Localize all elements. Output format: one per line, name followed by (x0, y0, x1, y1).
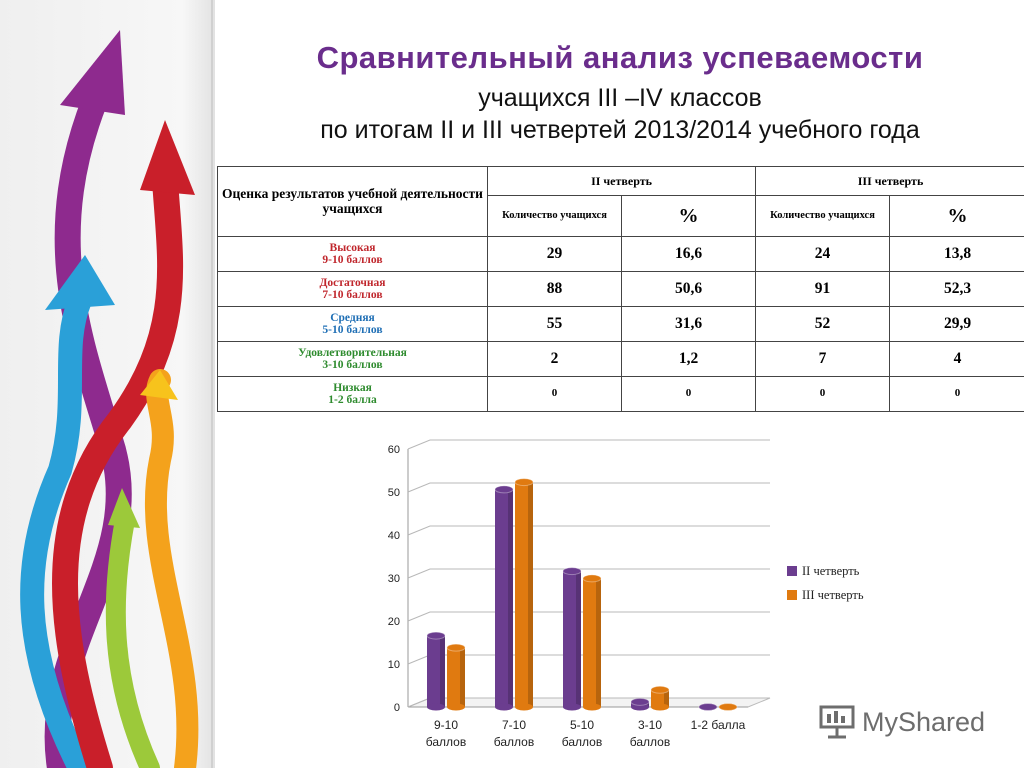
category-range: 1-2 балла (328, 394, 377, 406)
header-q3: III четверть (756, 167, 1024, 196)
chart-bar-shade (460, 648, 465, 707)
x-tick-label: баллов (561, 735, 603, 749)
chart-bar-base (515, 704, 533, 711)
x-tick-label: 5-10 (569, 718, 595, 732)
category-cell (218, 377, 488, 412)
q2-count-cell: 55 (488, 307, 622, 342)
chart-gridline (408, 440, 770, 449)
chart-bar-shade (528, 482, 533, 707)
q3-count-cell: 24 (756, 237, 890, 272)
legend-swatch (787, 566, 797, 576)
chart-bar-base (651, 704, 669, 711)
x-tick-label: баллов (425, 735, 467, 749)
decorative-arrows-panel (0, 0, 215, 768)
q2-count-cell: 0 (488, 377, 622, 412)
page-title: Сравнительный анализ успеваемости (316, 40, 924, 75)
table-row (218, 307, 1024, 342)
subtitle-line-1: учащихся III –IV классов (478, 84, 762, 112)
table-row (218, 377, 1024, 412)
y-tick-label: 0 (393, 702, 400, 714)
category-range: 3-10 баллов (322, 359, 383, 371)
q2-pct-cell: 31,6 (622, 307, 756, 342)
chart-bar-base (583, 704, 601, 711)
category-name: Удовлетворительная (298, 346, 407, 359)
chart-gridline (408, 483, 770, 492)
x-tick-label: 7-10 (501, 718, 527, 732)
q3-count-cell: 52 (756, 307, 890, 342)
q2-count-cell: 29 (488, 237, 622, 272)
results-table (217, 166, 1024, 412)
q3-pct-cell: 13,8 (890, 237, 1024, 272)
chart-bar-base (563, 704, 581, 711)
category-cell (218, 237, 488, 272)
q3-pct-cell: 29,9 (890, 307, 1024, 342)
category-range: 7-10 баллов (322, 289, 383, 301)
category-name: Достаточная (319, 276, 386, 289)
q2-pct-cell: 50,6 (622, 272, 756, 307)
category-name: Средняя (330, 311, 375, 324)
chart-bar-base (427, 704, 445, 711)
y-tick-label: 40 (387, 530, 400, 542)
x-tick-label: баллов (493, 735, 535, 749)
y-tick-label: 60 (387, 444, 400, 456)
legend-label: III четверть (802, 588, 864, 602)
chart-bar-base (495, 704, 513, 711)
y-tick-label: 10 (387, 659, 400, 671)
watermark (818, 700, 988, 744)
q2-count-cell: 88 (488, 272, 622, 307)
table-row (218, 237, 1024, 272)
x-tick-label: баллов (629, 735, 671, 749)
chart-bar-shade (576, 571, 581, 707)
category-range: 9-10 баллов (322, 254, 383, 266)
category-range: 5-10 баллов (322, 324, 383, 336)
q2-pct-cell: 16,6 (622, 237, 756, 272)
chart-bar-top (427, 632, 445, 639)
category-cell (218, 307, 488, 342)
chart-bar-top (495, 486, 513, 493)
chart-bar-top (563, 568, 581, 575)
header-q2: II четверть (488, 167, 756, 196)
chart-bar-top (719, 704, 737, 711)
table-row (218, 342, 1024, 377)
chart-bar-top (583, 575, 601, 582)
header-q3-percent: % (890, 196, 1024, 237)
q3-pct-cell: 4 (890, 342, 1024, 377)
decorative-arrows-graphic (0, 0, 215, 768)
chart-bar-top (515, 479, 533, 486)
mysh-chalkboard-icon (818, 704, 856, 740)
y-tick-label: 50 (387, 487, 400, 499)
table-row (218, 272, 1024, 307)
q2-count-cell: 2 (488, 342, 622, 377)
legend-label: II четверть (802, 564, 860, 578)
chart-bar-shade (440, 636, 445, 707)
header-q2-count: Количество учащихся (488, 196, 622, 237)
table-body (218, 237, 1024, 412)
q3-pct-cell: 0 (890, 377, 1024, 412)
chart-bar-shade (508, 489, 513, 707)
header-evaluation: Оценка результатов учебной деятельности учащихся (218, 167, 488, 237)
x-tick-label: 9-10 (433, 718, 459, 732)
y-tick-label: 20 (387, 616, 400, 628)
category-name: Низкая (333, 381, 372, 394)
q2-pct-cell: 1,2 (622, 342, 756, 377)
chart-bar-top (447, 644, 465, 651)
q3-count-cell: 7 (756, 342, 890, 377)
category-cell (218, 342, 488, 377)
header-q3-count: Количество учащихся (756, 196, 890, 237)
category-cell (218, 272, 488, 307)
subtitle-line-2: по итогам II и III четвертей 2013/2014 учебного года (320, 116, 920, 144)
x-tick-label: 1-2 балла (690, 718, 746, 732)
chart-bar-top (651, 686, 669, 693)
chart-bar-top (699, 704, 717, 711)
header-q2-percent: % (622, 196, 756, 237)
watermark-text: MyShared (862, 706, 986, 737)
y-tick-label: 30 (387, 573, 400, 585)
q3-pct-cell: 52,3 (890, 272, 1024, 307)
q3-count-cell: 0 (756, 377, 890, 412)
q3-count-cell: 91 (756, 272, 890, 307)
category-name: Высокая (329, 241, 376, 254)
q2-pct-cell: 0 (622, 377, 756, 412)
chart-bar-shade (596, 578, 601, 707)
chart-bar-base (447, 704, 465, 711)
chart-bar-top (631, 698, 649, 705)
legend-swatch (787, 590, 797, 600)
chart-gridline (408, 526, 770, 535)
x-tick-label: 3-10 (637, 718, 663, 732)
